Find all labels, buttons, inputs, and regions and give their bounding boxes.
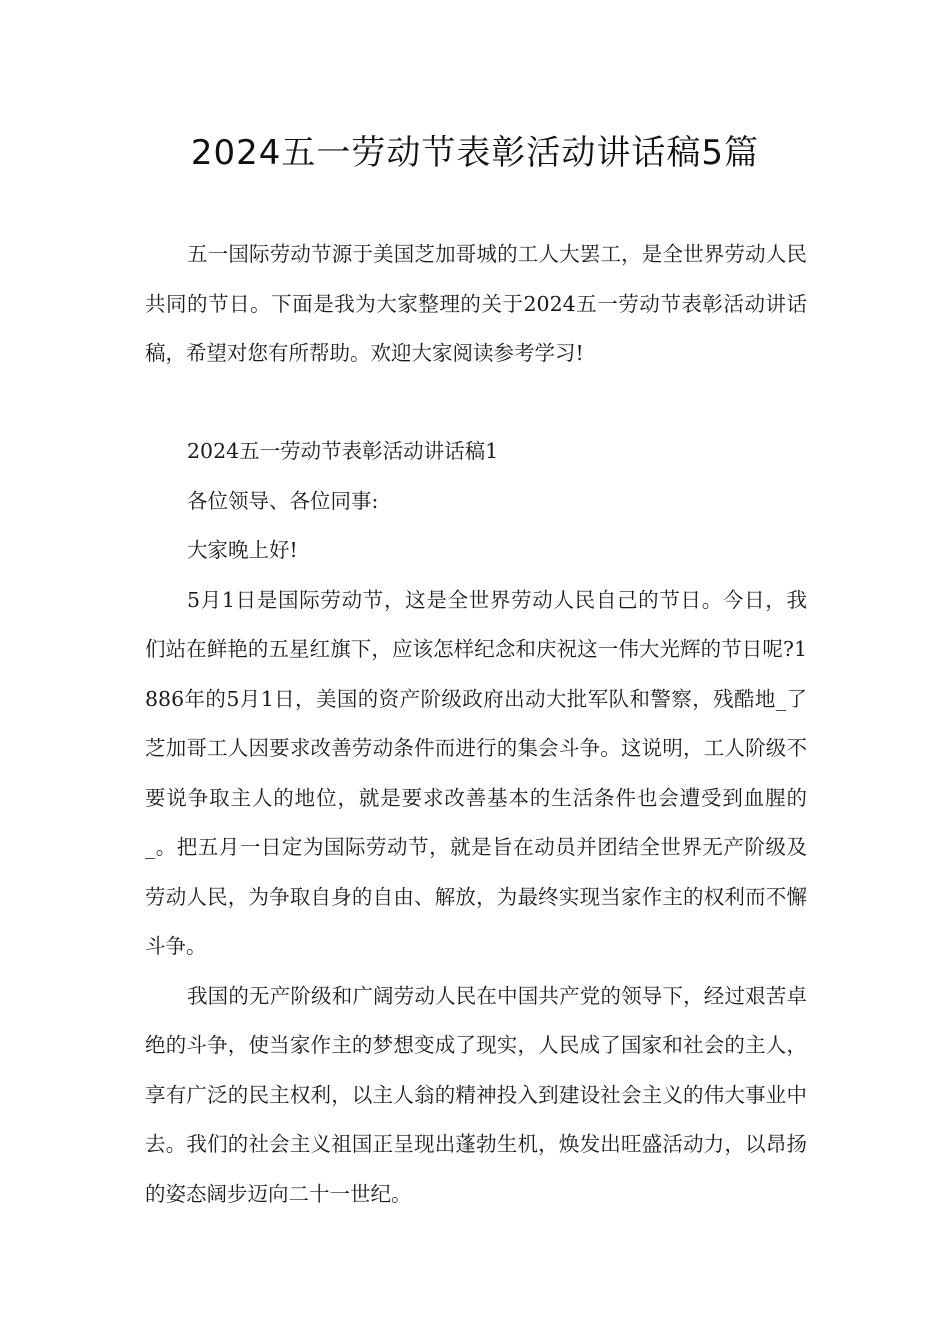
intro-section bbox=[145, 230, 807, 379]
speech-section bbox=[145, 427, 807, 1219]
salutation: 各位领导、各位同事: bbox=[187, 488, 379, 513]
document-title: 2024五一劳动节表彰活动讲话稿5篇 bbox=[190, 133, 760, 173]
body-paragraph: 我国的无产阶级和广阔劳动人民在中国共产党的领导下，经过艰苦卓绝的斗争，使当家作主的梦想变成了现实，人民成了国家和社会的主人，享有广泛的民主权利，以主人翁的精神投入到建设社会主义的伟大事业中去。我们的社会主义祖国正呈现出蓬勃生机，焕发出旺盛活动力，以昂扬的姿态阔步迈向二十一世纪。 bbox=[145, 983, 807, 1206]
body-paragraph: 5月1日是国际劳动节，这是全世界劳动人民自己的节日。今日，我们站在鲜艳的五星红旗下，应该怎样纪念和庆祝这一伟大光辉的节日呢?1886年的5月1日，美国的资产阶级政府出动大批军队和警察，残酷地_了芝加哥工人因要求改善劳动条件而进行的集会斗争。这说明，工人阶级不要说争取主人的地位，就是要求改善基本的生活条件也会遭受到血腥的_。把五月一日定为国际劳动节，就是旨在动员并团结全世界无产阶级及劳动人民，为争取自身的自由、解放，为最终实现当家作主的权利而不懈斗争。 bbox=[145, 587, 807, 958]
section-heading: 2024五一劳动节表彰活动讲话稿1 bbox=[187, 439, 499, 463]
intro-paragraph: 五一国际劳动节源于美国芝加哥城的工人大罢工，是全世界劳动人民共同的节日。下面是我为大家整理的关于2024五一劳动节表彰活动讲话稿，希望对您有所帮助。欢迎大家阅读参考学习! bbox=[145, 242, 807, 365]
greeting: 大家晚上好! bbox=[187, 538, 298, 562]
